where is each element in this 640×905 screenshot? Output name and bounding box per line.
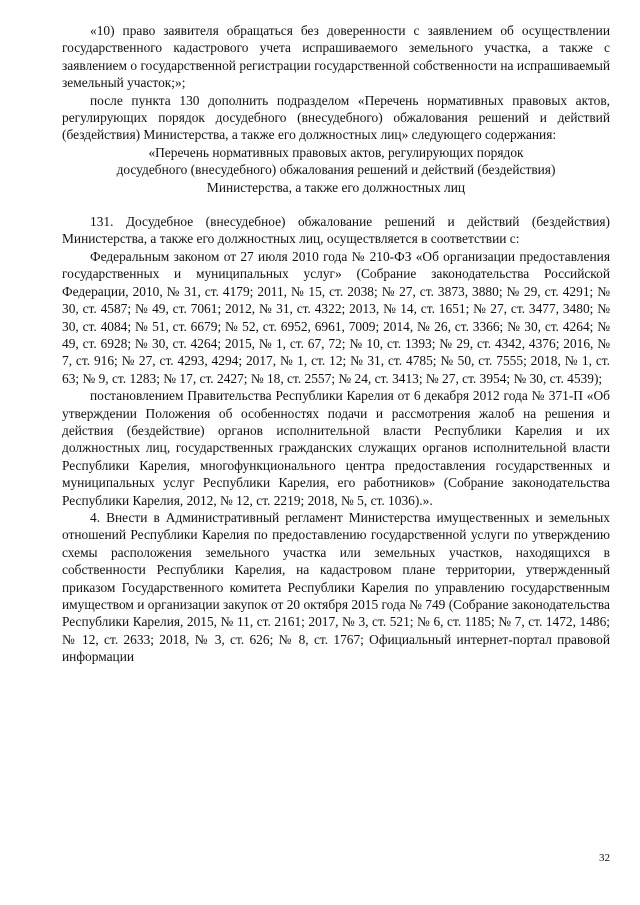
paragraph-131: 131. Досудебное (внесудебное) обжалование решений и действий (бездействия) Министерства, а также его должностных лиц, осуществляется в соответствии с: <box>62 214 610 247</box>
heading-line: досудебного (внесудебного) обжалования решений и действий (бездействия) <box>116 162 556 178</box>
paragraph-after-130: после пункта 130 дополнить подразделом «Перечень нормативных правовых актов, регулирующих порядок досудебного (внесудебного) обжалования решений и действий (бездействия) Министерства, а также его должностных лиц» следующего содержания: <box>62 92 610 143</box>
document-body <box>62 22 610 666</box>
subsection-heading <box>62 144 610 196</box>
paragraph-item-10: «10) право заявителя обращаться без доверенности с заявлением об осуществлении государственного кадастрового учета испрашиваемого земельного участка, а также с заявлением о государственной регистрации государственной собственности на испрашиваемый земельный участок;»; <box>62 23 610 91</box>
heading-line: Министерства, а также его должностных лиц <box>206 179 466 195</box>
spacer <box>62 196 610 213</box>
paragraph-item-4: 4. Внести в Административный регламент Министерства имущественных и земельных отношений Республики Карелия по предоставлению государственной услуги по утверждению схемы расположения земельного участка или земельных участков, находящихся в собственности Республики Карелия, на кадастровом плане территории, утвержденный приказом Государственного комитета Республики Карелия по управлению государственным имуществом и организации закупок от 20 октября 2015 года № 749 (Собрание законодательства Республики Карелия, 2015, № 11, ст. 2161; 2017, № 3, ст. 521; № 6, ст. 1185; № 7, ст. 1472, 1486; № 12, ст. 2633; 2018, № 3, ст. 626; № 8, ст. 1767; Официальный интернет-портал правовой информации <box>62 509 610 665</box>
paragraph-federal-law: Федеральным законом от 27 июля 2010 года № 210-ФЗ «Об организации предоставления государственных и муниципальных услуг» (Собрание законодательства Российской Федерации, 2010, № 31, ст. 4179; 2011, № 15, ст. 2038; № 27, ст. 3873, 3880; № 29, ст. 4291; № 30, ст. 4587; № 49, ст. 7061; 2012, № 31, ст. 4322; 2013, № 14, ст. 1651; № 27, ст. 3477, 3480; № 30, ст. 4084; № 51, ст. 6679; № 52, ст. 6952, 6961, 7009; 2014, № 26, ст. 3366; № 30, ст. 4264; № 49, ст. 6928; № 30, ст. 4264; 2015, № 1, ст. 67, 72; № 10, ст. 1393; № 29, ст. 4342, 4376; 2016, № 7, ст. 916; № 27, ст. 4293, 4294; 2017, № 1, ст. 12; № 31, ст. 4785; № 50, ст. 7555; 2018, № 1, ст. 63; № 9, ст. 1283; № 17, ст. 2427; № 18, ст. 2557; № 24, ст. 3413; № 27, ст. 3954; № 30, ст. 4539); <box>62 248 610 386</box>
paragraph-government-resolution: постановлением Правительства Республики Карелия от 6 декабря 2012 года № 371-П «Об утверждении Положения об особенностях подачи и рассмотрения жалоб на решения и действия (бездействие) органов исполнительной власти Республики Карелия и их должностных лиц, государственных гражданских служащих органов исполнительной власти Республики Карелия, многофункционального центра предоставления государственных и муниципальных услуг Республики Карелия, его работников» (Собрание законодательства Республики Карелия, 2012, № 12, ст. 2219; 2018, № 5, ст. 1036).». <box>62 388 610 508</box>
page-number: 32 <box>599 852 610 864</box>
heading-line: «Перечень нормативных правовых актов, регулирующих порядок <box>148 144 524 160</box>
